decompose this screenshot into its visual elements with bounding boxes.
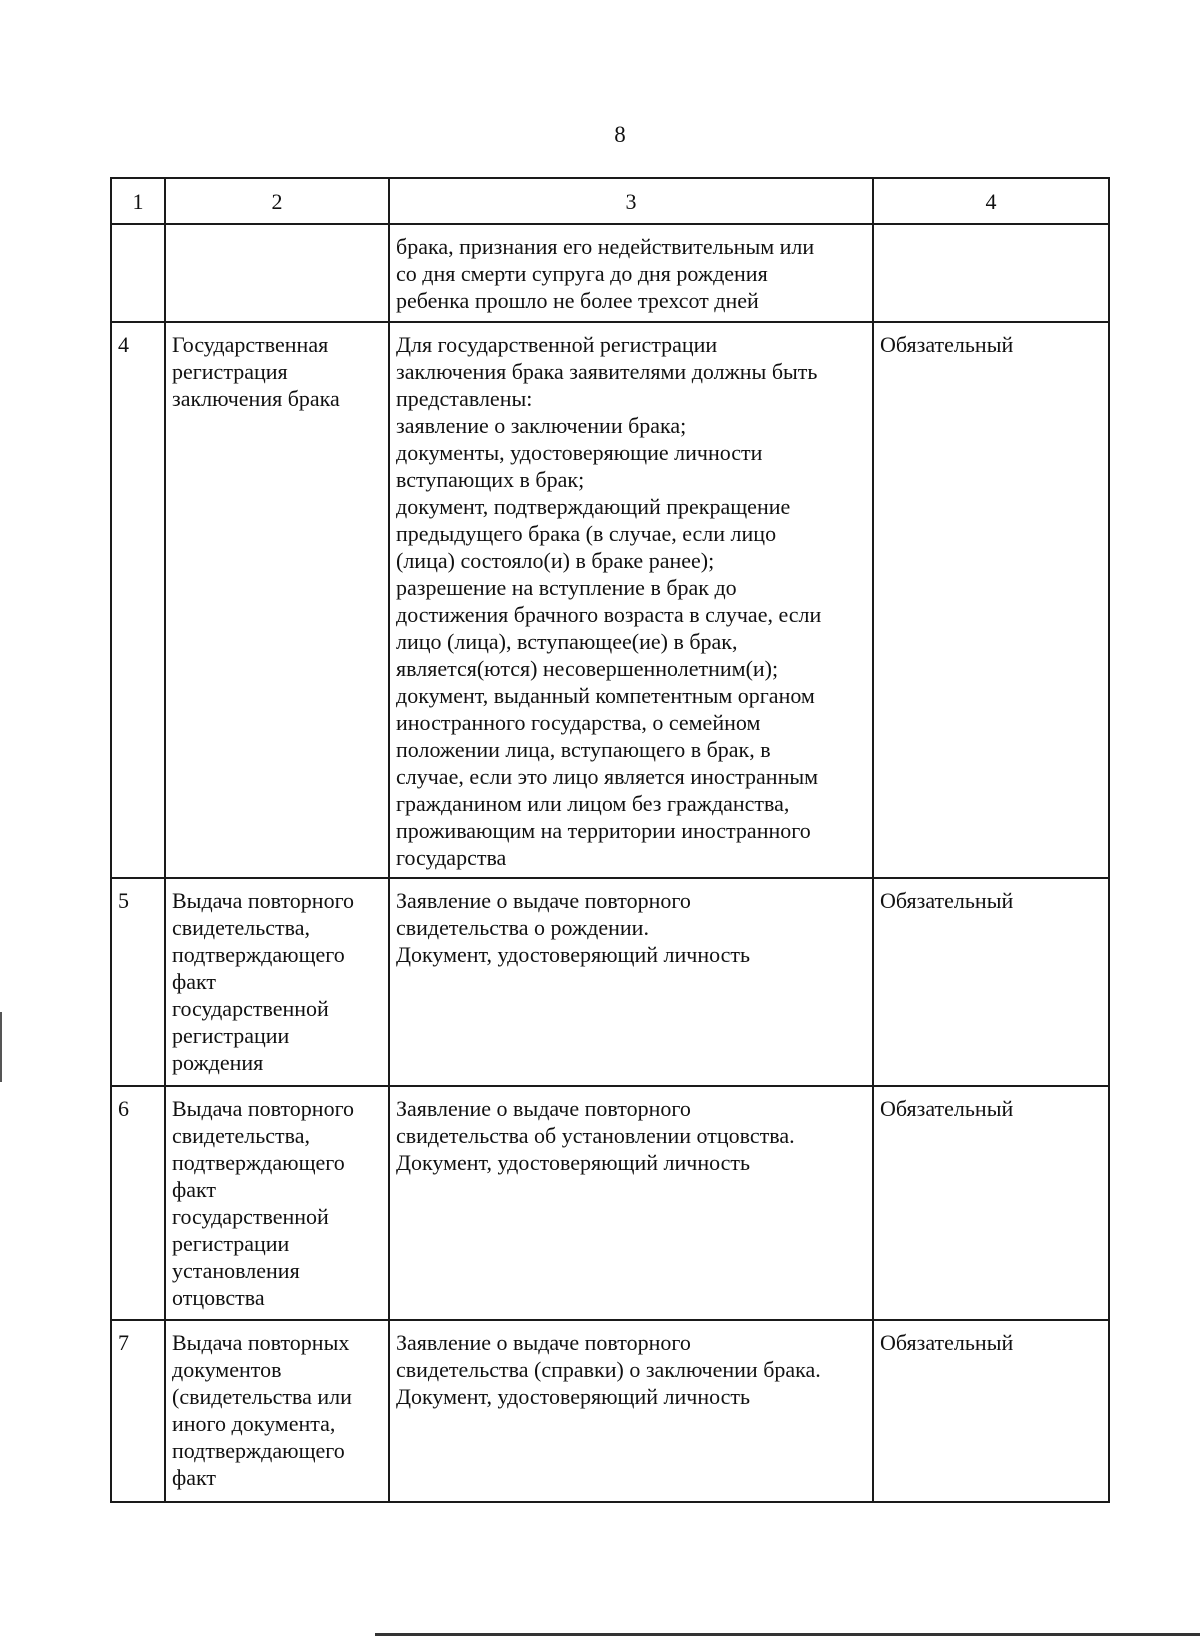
status-cell <box>873 224 1109 322</box>
service-name-cell: Государственная регистрация заключения брака <box>165 322 389 878</box>
status-cell: Обязательный <box>873 1320 1109 1502</box>
documents-cell: Заявление о выдаче повторного свидетельства о рождении. Документ, удостоверяющий личность <box>389 878 873 1086</box>
header-cell-2: 2 <box>165 178 389 224</box>
service-name-cell: Выдача повторного свидетельства, подтверждающего факт государственной регистрации установления отцовства <box>165 1086 389 1320</box>
row-number-cell: 6 <box>111 1086 165 1320</box>
row-number-cell: 7 <box>111 1320 165 1502</box>
status-cell: Обязательный <box>873 322 1109 878</box>
service-name-cell <box>165 224 389 322</box>
row-number-cell: 4 <box>111 322 165 878</box>
table-row <box>111 322 1109 878</box>
table-row <box>111 878 1109 1086</box>
header-cell-4: 4 <box>873 178 1109 224</box>
row-number-cell <box>111 224 165 322</box>
header-cell-3: 3 <box>389 178 873 224</box>
table-row <box>111 224 1109 322</box>
documents-cell: брака, признания его недействительным или со дня смерти супруга до дня рождения ребенка прошло не более трехсот дней <box>389 224 873 322</box>
documents-cell: Заявление о выдаче повторного свидетельства (справки) о заключении брака. Документ, удостоверяющий личность <box>389 1320 873 1502</box>
scan-bottom-line <box>375 1633 1200 1636</box>
page-number: 8 <box>614 122 626 147</box>
service-name-cell: Выдача повторного свидетельства, подтверждающего факт государственной регистрации рождения <box>165 878 389 1086</box>
status-cell: Обязательный <box>873 878 1109 1086</box>
table-header-row <box>111 178 1109 224</box>
scan-edge-mark <box>0 1012 2 1082</box>
table-row <box>111 1320 1109 1502</box>
services-table <box>110 177 1110 1503</box>
documents-cell: Для государственной регистрации заключения брака заявителями должны быть представлены: заявление о заключении брака; документы, удостоверяющие личности вступающих в брак; документ, подтверждающий прекращение предыдущего брака (в случае, если лицо (лица) состояло(и) в браке ранее); разрешение на вступление в брак до достижения брачного возраста в случае, если лицо (лица), вступающее(ие) в брак, является(ются) несовершеннолетним(и); документ, выданный компетентным органом иностранного государства, о семейном положении лица, вступающего в брак, в случае, если это лицо является иностранным гражданином или лицом без гражданства, проживающим на территории иностранного государства <box>389 322 873 878</box>
table-row <box>111 1086 1109 1320</box>
header-cell-1: 1 <box>111 178 165 224</box>
status-cell: Обязательный <box>873 1086 1109 1320</box>
row-number-cell: 5 <box>111 878 165 1086</box>
documents-cell: Заявление о выдаче повторного свидетельства об установлении отцовства. Документ, удостоверяющий личность <box>389 1086 873 1320</box>
service-name-cell: Выдача повторных документов (свидетельства или иного документа, подтверждающего факт <box>165 1320 389 1502</box>
